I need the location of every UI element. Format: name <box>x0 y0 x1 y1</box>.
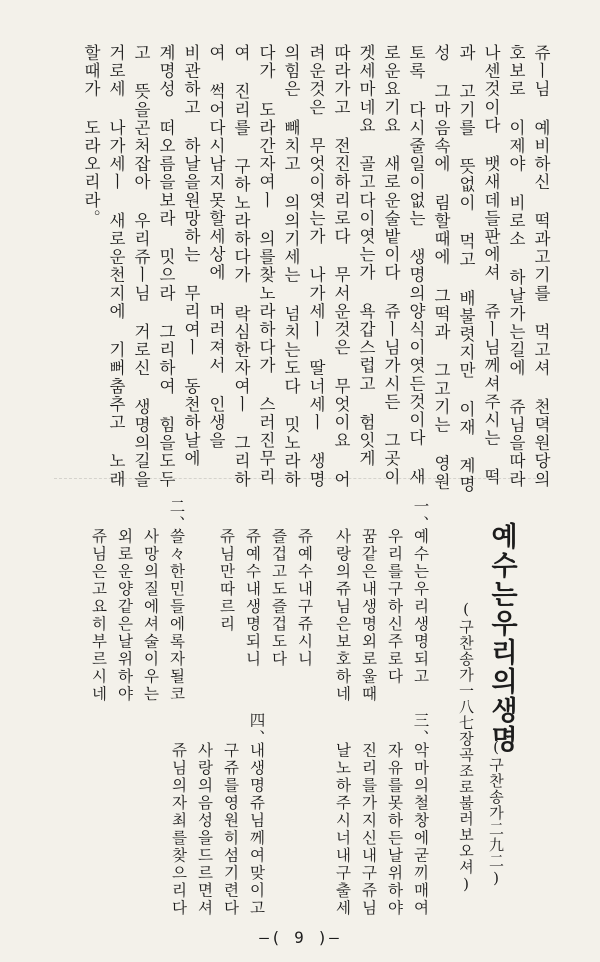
verse-line: 외로운양같은날위하야 <box>115 528 134 703</box>
verse-line: 쥬님의자최를찾으리다 <box>169 742 188 917</box>
refrain-line: 쥬예수내생명되니 <box>243 528 262 668</box>
refrain-line: 쥬님만따르리 <box>217 528 236 633</box>
old-hymnal-note: (구찬송가二九二) <box>487 738 505 888</box>
verse-line: 사망의질에셔술이우는 <box>141 528 160 703</box>
verse-number: 一、 <box>411 498 430 533</box>
prose-line: 계명성 떠오름을보라 밋으라 그리하여 힘을도두 <box>156 44 176 489</box>
verse-number: 四、 <box>247 712 266 747</box>
prose-line: 거로세 나가세ㅣ 새로운천지에 기뻐춤추고 노래 <box>106 44 126 489</box>
prose-line: 따라가고 전진하리로다 무서운것은 무엇이요 어 <box>331 44 351 489</box>
verse-line: 자유를못하든날위하야 <box>385 742 404 917</box>
prose-line: 여 썩어다시남지못할세상에 머러져서 인생을 <box>206 44 226 450</box>
page-number: —( 9 )— <box>259 928 341 947</box>
verse-line: 우리를구하신주로다 <box>385 528 404 686</box>
verse-line: 사랑의음성을드르면셔 <box>195 742 214 917</box>
verse-line: 예수는우리생명되고 <box>411 528 430 686</box>
hymn-title: 예수는우리의생명 <box>486 522 517 754</box>
prose-line: 로운요기요 새로운술밭이다 쥬ㅣ님가시든 그곳이 <box>381 44 401 486</box>
prose-line: 할때가 도라오리라。 <box>81 44 101 228</box>
section-divider <box>54 478 546 479</box>
verse-line: 구쥬를영원히섬기련다 <box>221 742 240 917</box>
verse-line: 내생명쥬님께여맞이고 <box>247 742 266 917</box>
prose-line: 다가 도라간자여ㅣ 의를찾노라하다가 스러진무리 <box>256 44 276 486</box>
hymn-tune-note: (구찬송가一八七장곡조로불러보오셔) <box>457 600 475 894</box>
verse-line: 날노하주시너내구출세 <box>333 742 352 917</box>
prose-line: 비관하고 하날을원망하는 무리여ㅣ 동천하날에 <box>181 44 201 468</box>
prose-line: 쥬ㅣ님 예비하신 떡과고기를 먹고셔 천뎍원당의 <box>531 44 551 489</box>
verse-line: 쥬님은고요히부르시네 <box>89 528 108 703</box>
prose-line: 토록 다시줄일이없는 생명의양식이엿든것이다 새 <box>406 44 426 486</box>
prose-line: 겟세마네요 골고다이엿는가 욕갑스럽고 험잇게 <box>356 44 376 468</box>
prose-line: 나센것이다 뱃새데들판에셔 쥬ㅣ님께셔주시는 떡 <box>481 44 501 486</box>
verse-line: 악마의철창에굳끼매여 <box>411 742 430 917</box>
verse-line: 사랑의쥬님은보호하네 <box>333 528 352 703</box>
verse-line: 쓸々한민들에록자될코 <box>167 528 186 703</box>
prose-line: 려운것은 무엇이엿는가 나가세ㅣ 딸너세ㅣ 생명 <box>306 44 326 489</box>
prose-line: 고 뜻을곤처잡아 우리쥬ㅣ님 거로신 생명의길을 <box>131 44 151 489</box>
prose-line: 여 진리를 구하노라하다가 락심한자여ㅣ 그리하 <box>231 44 251 489</box>
verse-number: 二、 <box>167 498 186 533</box>
prose-line: 성 그마음속에 림할때에 그떡과 그고기는 영원 <box>431 44 451 491</box>
prose-line: 호보로 이제야 비로소 하날가는길에 쥬님을따라 <box>506 44 526 489</box>
prose-line: 과 고기를 뜻없이 먹고 배불렷지만 이재 계명 <box>456 44 476 494</box>
refrain-line: 쥬예수내구쥬시니 <box>295 528 314 668</box>
verse-line: 꿈같은내생명외로울때 <box>359 528 378 703</box>
verse-line: 진리를가지신내구쥬님 <box>359 742 378 917</box>
refrain-line: 즐겁고도즐겁도다 <box>269 528 288 668</box>
prose-line: 의힘은 빼치고 의의기세는 넘치는도다 밋노라하 <box>281 44 301 489</box>
verse-number: 三、 <box>411 712 430 747</box>
